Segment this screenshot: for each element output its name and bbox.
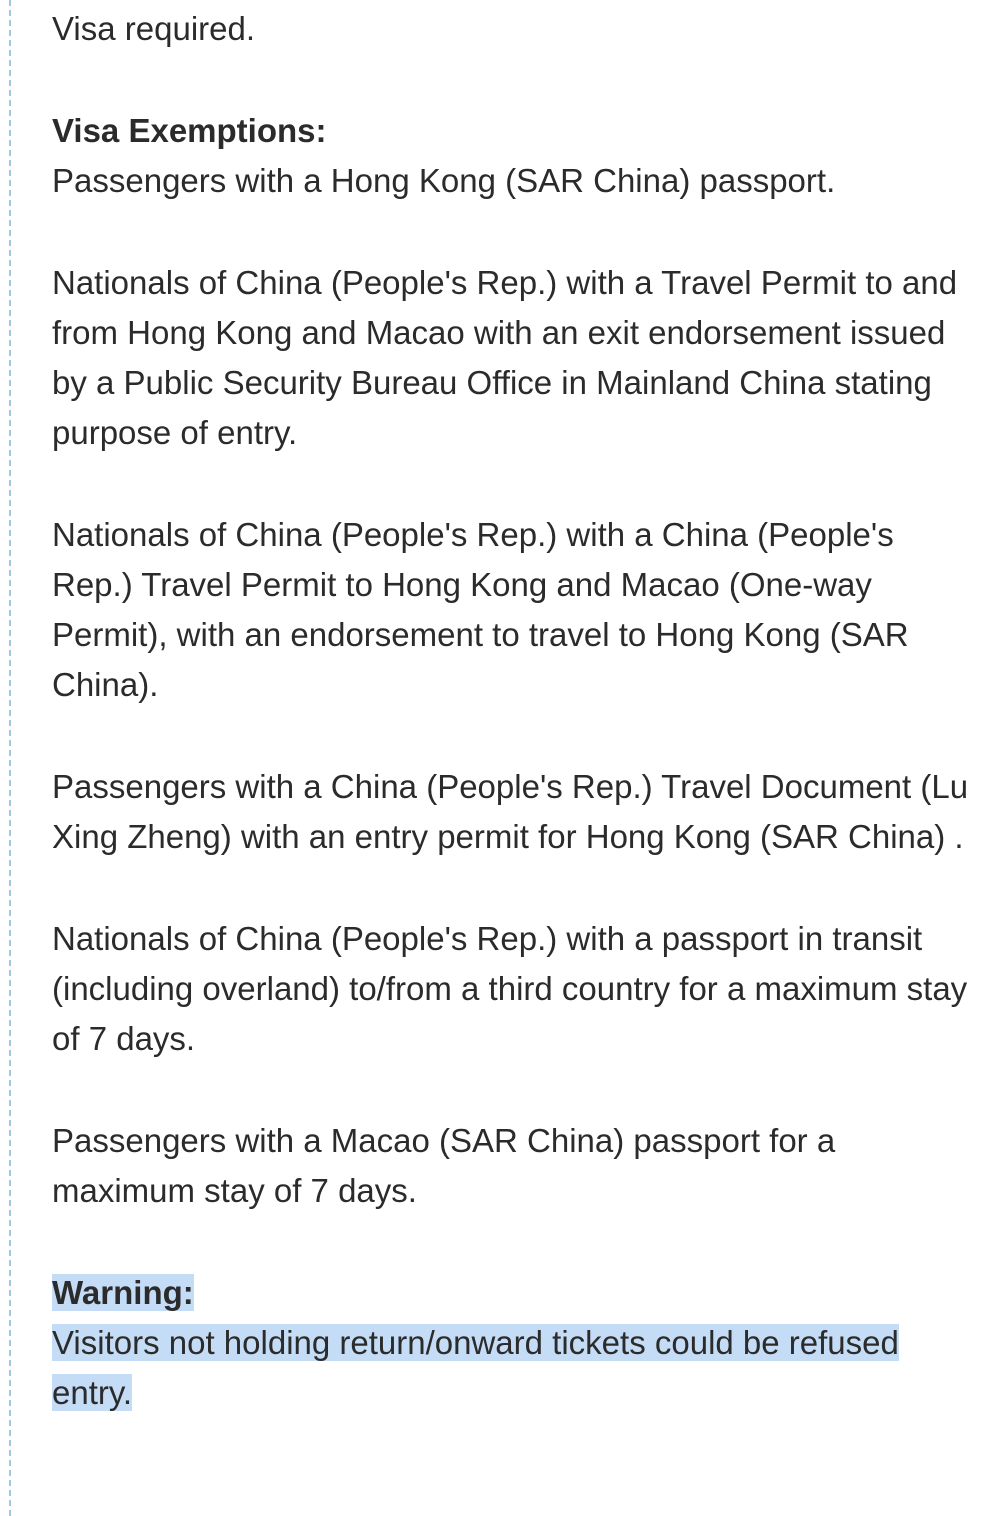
dashed-left-border — [9, 0, 11, 1516]
exemption-item: Nationals of China (People's Rep.) with a Travel Permit to and from Hong Kong and Macao with an exit endorsement issued by a Public Security Bureau Office in Mainland China stating purpose of entry. — [52, 264, 958, 451]
visa-exemptions-heading: Visa Exemptions: — [52, 112, 327, 149]
exemption-item: Passengers with a China (People's Rep.) Travel Document (Lu Xing Zheng) with an entry permit for Hong Kong (SAR China) . — [52, 768, 969, 855]
warning-text: Visitors not holding return/onward tickets could be refused entry. — [52, 1324, 899, 1411]
exemption-item: Passengers with a Macao (SAR China) passport for a maximum stay of 7 days. — [52, 1122, 836, 1209]
exemption-item: Nationals of China (People's Rep.) with a passport in transit (including overland) to/from a third country for a maximum stay of 7 days. — [52, 920, 968, 1057]
exemption-item: Nationals of China (People's Rep.) with a China (People's Rep.) Travel Permit to Hong Kong and Macao (One-way Permit), with an endorsement to travel to Hong Kong (SAR China). — [52, 516, 909, 703]
visa-exemptions-section — [52, 106, 972, 206]
warning-heading: Warning: — [52, 1274, 194, 1311]
warning-section — [52, 1268, 972, 1418]
visa-required-text: Visa required. — [52, 10, 256, 47]
visa-info-content — [52, 4, 972, 1418]
exemption-item: Passengers with a Hong Kong (SAR China) passport. — [52, 162, 836, 199]
